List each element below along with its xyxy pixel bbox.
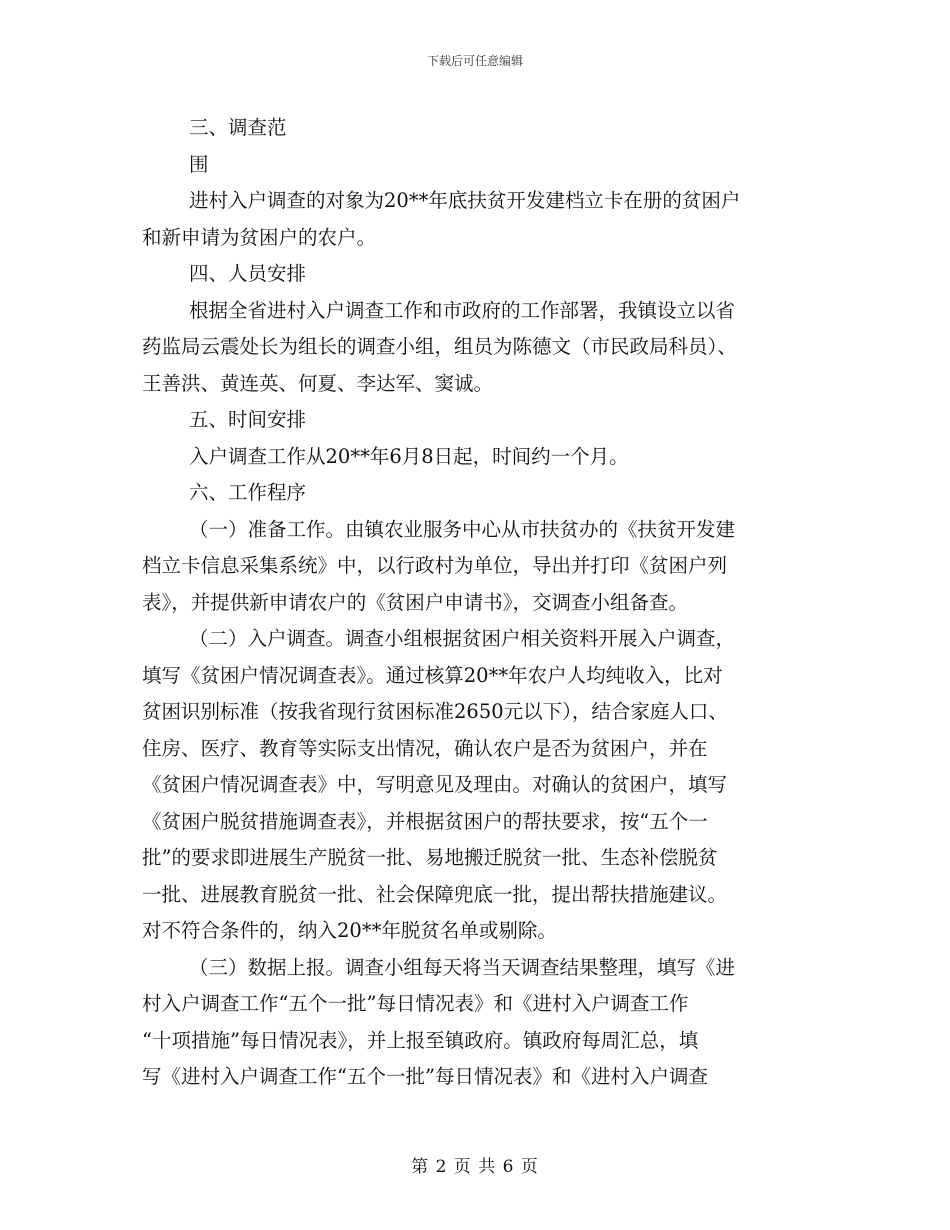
paragraph-line: 档立卡信息采集系统》中，以行政村为单位，导出并打印《贫困户列	[142, 554, 728, 577]
paragraph-line: 对不符合条件的，纳入20**年脱贫名单或剔除。	[142, 919, 557, 942]
paragraph-line: “十项措施”每日情况表》，并上报至镇政府。镇政府每周汇总，填	[142, 1028, 699, 1052]
section-heading-schedule: 五、时间安排	[189, 408, 307, 431]
paragraph-line: 王善洪、黄连英、何夏、李达军、窦诚。	[142, 371, 494, 395]
paragraph-line: 围	[189, 152, 209, 176]
paragraph-line: 批”的要求即进展生产脱贫一批、易地搬迁脱贫一批、生态补偿脱贫	[142, 846, 718, 869]
paragraph-line: 《贫困户情况调查表》中，写明意见及理由。对确认的贫困户，填写	[142, 773, 728, 796]
paragraph-line: 贫困识别标准（按我省现行贫困标准2650元以下），结合家庭人口、	[142, 700, 728, 723]
paragraph-line: 入户调查工作从20**年6月8日起，时间约一个月。	[189, 444, 629, 468]
paragraph-line: （一）准备工作。由镇农业服务中心从市扶贫办的《扶贫开发建	[189, 517, 736, 541]
paragraph-line: 进村入户调查的对象为20**年底扶贫开发建档立卡在册的贫困户	[189, 189, 741, 212]
paragraph-line: 填写《贫困户情况调查表》。通过核算20**年农户人均纯收入，比对	[142, 663, 723, 687]
section-heading-scope: 三、调查范	[189, 116, 287, 139]
paragraph-line: 根据全省进村入户调查工作和市政府的工作部署，我镇设立以省	[189, 298, 736, 322]
paragraph-line: 《贫困户脱贫措施调查表》，并根据贫困户的帮扶要求，按“五个一	[142, 809, 708, 833]
paragraph-line: 药监局云震处长为组长的调查小组，组员为陈德文（市民政局科员）、	[142, 335, 737, 358]
paragraph-line: 写《进村入户调查工作“五个一批”每日情况表》和《进村入户调查	[142, 1065, 708, 1088]
paragraph-line: 一批、进展教育脱贫一批、社会保障兜底一批，提出帮扶措施建议。	[142, 882, 728, 906]
paragraph-line: 村入户调查工作“五个一批”每日情况表》和《进村入户调查工作	[142, 992, 689, 1015]
paragraph-line: （三）数据上报。调查小组每天将当天调查结果整理，填写《进	[189, 955, 736, 979]
page-header: 下载后可任意编辑	[426, 54, 523, 68]
page-footer: 第 2 页 共 6 页	[411, 1157, 539, 1177]
paragraph-line: 住房、医疗、教育等实际支出情况，确认农户是否为贫困户，并在	[142, 736, 708, 760]
section-heading-procedure: 六、工作程序	[189, 481, 307, 504]
paragraph-line: （二）入户调查。调查小组根据贫困户相关资料开展入户调查，	[189, 627, 736, 650]
section-heading-staff: 四、人员安排	[189, 262, 307, 285]
paragraph-line: 和新申请为贫困户的农户。	[142, 225, 377, 249]
paragraph-line: 表》，并提供新申请农户的《贫困户申请书》，交调查小组备查。	[142, 590, 689, 614]
document-body	[142, 110, 802, 1096]
